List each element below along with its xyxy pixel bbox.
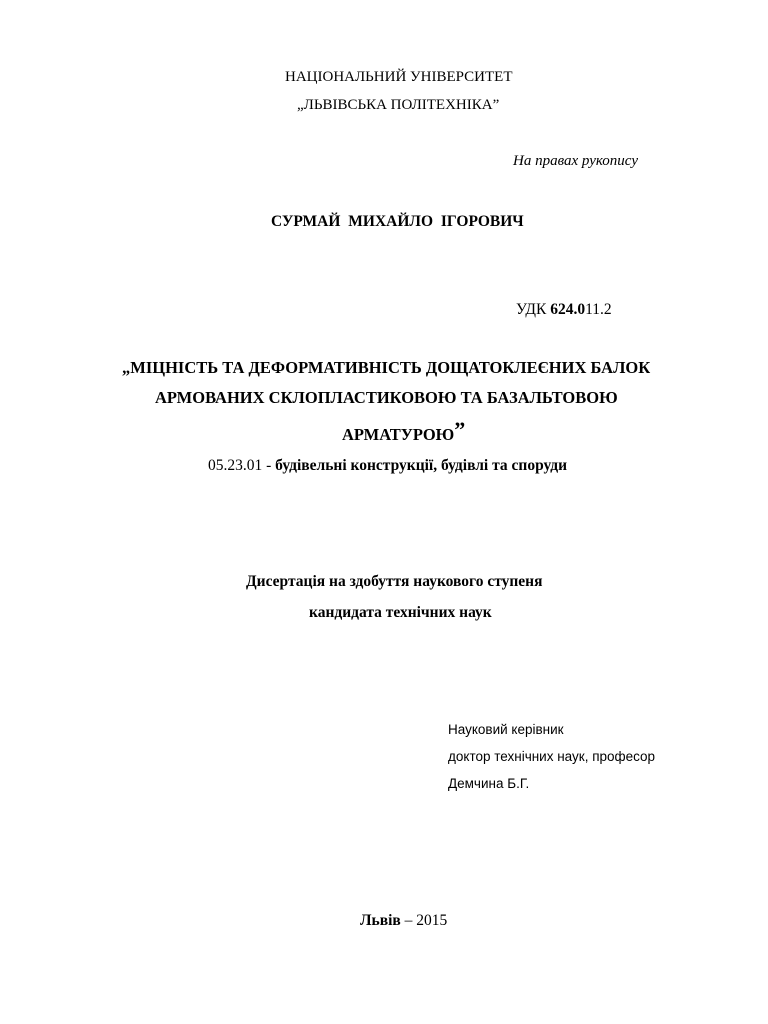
supervisor-role: Науковий керівник: [448, 722, 564, 737]
udc-code-bold: 624.0: [550, 301, 586, 318]
udc-code: [516, 302, 612, 318]
degree-line-2: кандидата технічних наук: [309, 604, 492, 621]
author-name: СУРМАЙ МИХАЙЛО ІГОРОВИЧ: [271, 213, 524, 230]
thesis-title-line-3-text: АРМАТУРОЮ: [342, 425, 455, 444]
city: Львів: [360, 912, 401, 929]
place-year-separator: –: [400, 912, 417, 929]
specialty-name: будівельні конструкції, будівлі та споруди: [275, 457, 568, 474]
thesis-title-line-3: [342, 417, 466, 444]
supervisor-name: Демчина Б.Г.: [448, 776, 530, 791]
year: 2015: [416, 912, 448, 929]
manuscript-note: На правах рукопису: [513, 153, 639, 169]
supervisor-credentials: доктор технічних наук, професор: [448, 749, 656, 764]
specialty: [208, 458, 567, 474]
specialty-code: 05.23.01 -: [208, 457, 276, 474]
university-name-line-2: „ЛЬВІВСЬКА ПОЛІТЕХНІКА”: [297, 97, 500, 113]
thesis-title-line-1: „МІЦНІСТЬ ТА ДЕФОРМАТИВНІСТЬ ДОЩАТОКЛЕЄНИХ БАЛОК: [122, 358, 651, 377]
place-year: [360, 913, 447, 929]
thesis-title-closing-quote: ”: [454, 417, 466, 442]
udc-code-rest: 11.2: [585, 301, 612, 318]
degree-line-1: Дисертація на здобуття наукового ступеня: [246, 573, 543, 590]
university-name-line-1: НАЦІОНАЛЬНИЙ УНІВЕРСИТЕТ: [285, 69, 513, 85]
udc-prefix: УДК: [516, 301, 551, 318]
thesis-title-line-2: АРМОВАНИХ СКЛОПЛАСТИКОВОЮ ТА БАЗАЛЬТОВОЮ: [155, 388, 618, 407]
